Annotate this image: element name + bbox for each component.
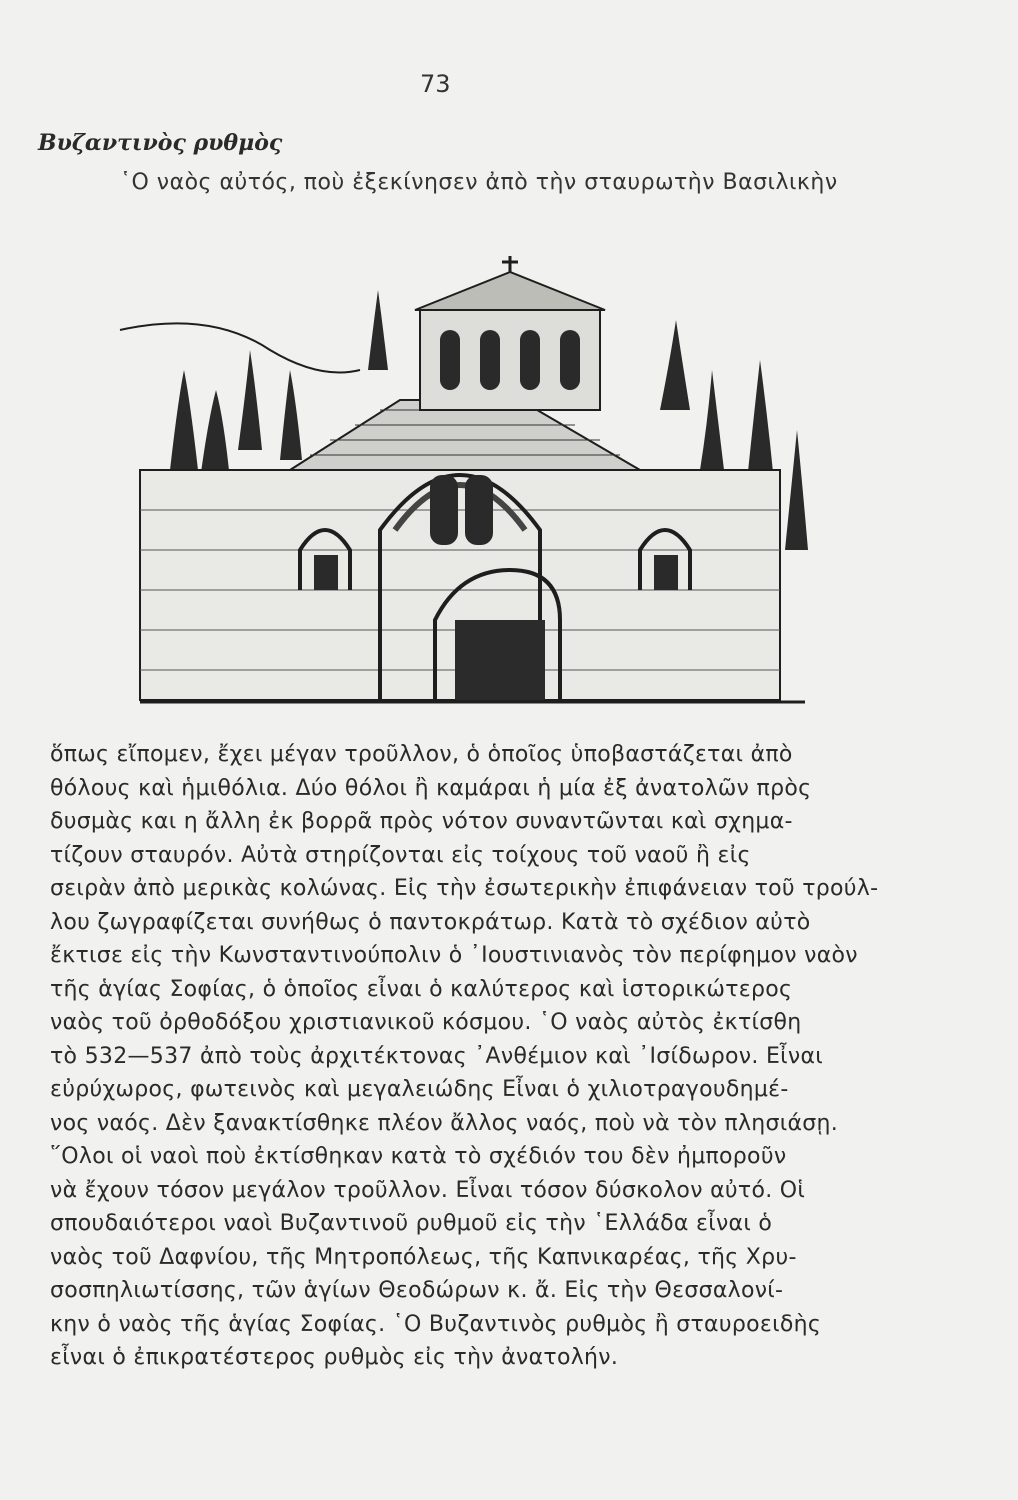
text-line: δυσμὰς και η ἄλλη ἐκ βορρᾶ πρὸς νότον συναντῶνται καὶ σχημα- <box>50 809 793 834</box>
text-line: ἔκτισε εἰς τὴν Κωνσταντινούπολιν ὁ ᾿Ιουστινιανὸς τὸν περίφημον ναὸν <box>50 943 858 968</box>
text-line: νὰ ἔχουν τόσον μεγάλον τροῦλλον. Εἶναι τόσον δύσκολον αὐτό. Οἱ <box>50 1177 806 1203</box>
text-line: λου ζωγραφίζεται συνήθως ὁ παντοκράτωρ. Κατὰ τὸ σχέδιον αὐτὸ <box>50 909 811 935</box>
text-line: νος ναός. Δὲν ξανακτίσθηκε πλέον ἄλλος ναός, ποὺ νὰ τὸν πλησιάσῃ. <box>50 1110 839 1136</box>
body-text <box>50 738 910 1375</box>
text-line: ὅπως εἴπομεν, ἔχει μέγαν τροῦλλον, ὁ ὁποῖος ὑποβαστάζεται ἀπὸ <box>50 742 793 767</box>
text-line: σπουδαιότεροι ναοὶ Βυζαντινοῦ ρυθμοῦ εἰς τὴν ῾Ελλάδα εἶναι ὁ <box>50 1211 773 1236</box>
intro-line: ῾Ο ναὸς αὐτός, ποὺ ἐξεκίνησεν ἀπὸ τὴν σταυρωτὴν Βασιλικὴν <box>120 170 838 195</box>
text-line: εἶναι ὁ ἐπικρατέστερος ρυθμὸς εἰς τὴν ἀνατολήν. <box>50 1345 619 1370</box>
text-line: τίζουν σταυρόν. Αὐτὰ στηρίζονται εἰς τοίχους τοῦ ναοῦ ἢ εἰς <box>50 842 751 868</box>
page-number: 73 <box>420 70 451 98</box>
text-line: σοσπηλιωτίσσης, τῶν ἁγίων Θεοδώρων κ. ἄ. Εἰς τὴν Θεσσαλονί- <box>50 1278 784 1303</box>
text-line: ῞Ολοι οἱ ναοὶ ποὺ ἐκτίσθηκαν κατὰ τὸ σχέδιόν του δὲν ἠμποροῦν <box>50 1144 787 1169</box>
text-line: κην ὁ ναὸς τῆς ἁγίας Σοφίας. ῾Ο Βυζαντινὸς ρυθμὸς ἢ σταυροειδὴς <box>50 1311 822 1337</box>
text-line: εὐρύχωρος, φωτεινὸς καὶ μεγαλειώδης Εἶναι ὁ χιλιοτραγουδημέ- <box>50 1077 789 1102</box>
text-line: ναὸς τοῦ Δαφνίου, τῆς Μητροπόλεως, τῆς Καπνικαρέας, τῆς Χρυ- <box>50 1244 797 1270</box>
text-line: θόλους καὶ ἡμιθόλια. Δύο θόλοι ἢ καμάραι ἡ μία ἐξ ἀνατολῶν πρὸς <box>50 775 812 801</box>
church-illustration <box>100 250 810 710</box>
text-line: σειρὰν ἀπὸ μερικὰς κολώνας. Εἰς τὴν ἐσωτερικὴν ἐπιφάνειαν τοῦ τρούλ- <box>50 876 879 901</box>
text-line: ναὸς τοῦ ὀρθοδόξου χριστιανικοῦ κόσμου. ῾Ο ναὸς αὐτὸς ἐκτίσθη <box>50 1010 802 1035</box>
text-line: τῆς ἁγίας Σοφίας, ὁ ὁποῖος εἶναι ὁ καλύτερος καὶ ἱστορικώτερος <box>50 976 793 1002</box>
section-heading: Βυζαντινὸς ρυθμὸς <box>38 130 283 156</box>
text-line: τὸ 532—537 ἀπὸ τοὺς ἀρχιτέκτονας ᾿Ανθέμιον καὶ ᾿Ισίδωρον. Εἶναι <box>50 1043 824 1069</box>
